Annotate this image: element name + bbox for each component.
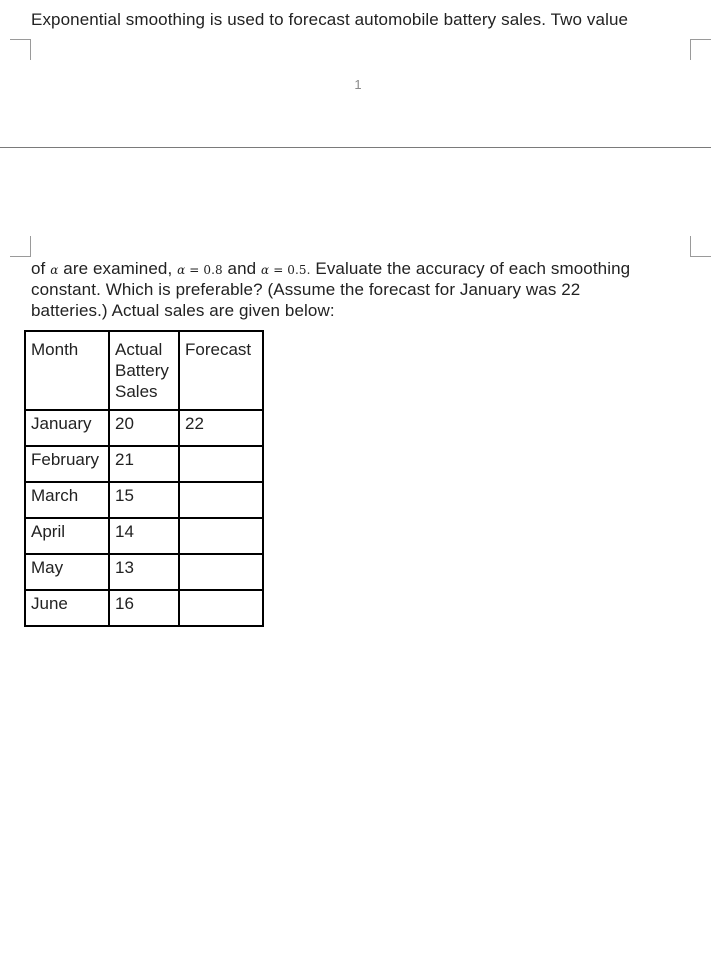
cell-month: April: [25, 518, 109, 554]
problem-text-line-2: constant. Which is preferable? (Assume the forecast for January was 22: [31, 280, 581, 299]
page-corner-mark: [10, 236, 31, 257]
table-row: [25, 446, 263, 482]
cell-actual: 15: [109, 482, 179, 518]
table-row: [25, 554, 263, 590]
problem-text-line-3: batteries.) Actual sales are given below:: [31, 301, 335, 320]
page-number: 1: [354, 77, 362, 92]
problem-text-line-1: [31, 258, 630, 281]
text-are-examined: are examined,: [63, 259, 173, 278]
text-of: of: [31, 259, 46, 278]
cell-actual: 16: [109, 590, 179, 626]
cell-month: February: [25, 446, 109, 482]
problem-text-line-0: Exponential smoothing is used to forecast automobile battery sales. Two value: [31, 10, 629, 29]
header-month: Month: [25, 331, 109, 410]
table-row: [25, 590, 263, 626]
table-row: [25, 410, 263, 446]
alpha-equation-2: α = 0.5.: [261, 263, 311, 277]
header-forecast: Forecast: [179, 331, 263, 410]
table-row: [25, 482, 263, 518]
cell-forecast: 22: [179, 410, 263, 446]
cell-month: March: [25, 482, 109, 518]
alpha-equation-1: α = 0.8: [177, 263, 223, 277]
cell-actual: 21: [109, 446, 179, 482]
cell-month: May: [25, 554, 109, 590]
cell-month: January: [25, 410, 109, 446]
cell-actual: 14: [109, 518, 179, 554]
cell-actual: 20: [109, 410, 179, 446]
table-header-row: [25, 331, 263, 410]
alpha-symbol: α: [50, 263, 59, 277]
page-corner-mark: [10, 39, 31, 60]
cell-month: June: [25, 590, 109, 626]
table-row: [25, 518, 263, 554]
cell-forecast: [179, 554, 263, 590]
text-evaluate: Evaluate the accuracy of each smoothing: [315, 259, 631, 278]
battery-sales-table: [24, 330, 264, 627]
cell-forecast: [179, 590, 263, 626]
text-and: and: [227, 259, 257, 278]
page-corner-mark: [690, 39, 711, 60]
cell-forecast: [179, 482, 263, 518]
header-actual-battery-sales: Actual Battery Sales: [109, 331, 179, 410]
page-separator: [0, 147, 711, 148]
cell-actual: 13: [109, 554, 179, 590]
page-corner-mark: [690, 236, 711, 257]
cell-forecast: [179, 446, 263, 482]
cell-forecast: [179, 518, 263, 554]
